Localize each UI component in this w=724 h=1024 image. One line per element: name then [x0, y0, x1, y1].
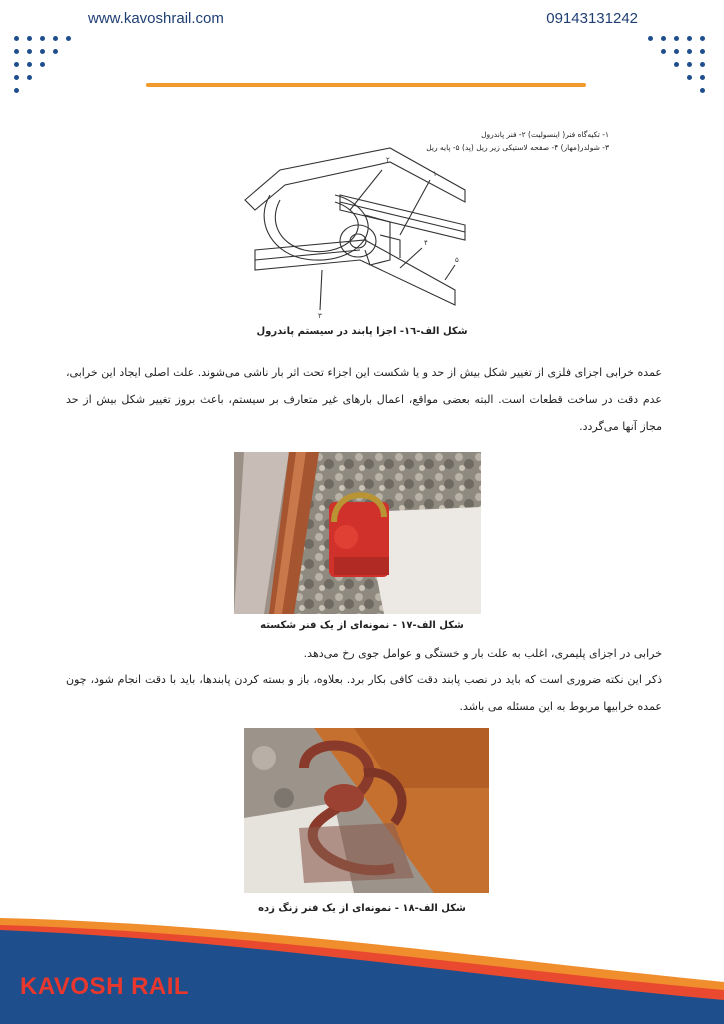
- decorative-dots-right: [648, 36, 710, 112]
- diagram-label-4: ۴: [424, 239, 428, 247]
- website-url[interactable]: www.kavoshrail.com: [88, 10, 224, 27]
- brand-name: KAVOSH RAIL: [20, 973, 190, 1000]
- figure16-caption: شکل الف-١٦- اجزا پابند در سیستم پاندرول: [256, 326, 468, 337]
- diagram-label-1: ۱: [433, 170, 437, 178]
- paragraph-metal-damage: عمده خرابی اجزای فلزی از تغییر شکل بیش از حد و یا شکست این اجزاء تحت اثر بار ناشی می‌شوند. علت اصلی ایجاد این خرابی، عدم دقت در ساخت قطعات است. البته بعضی مواقع، اعمال بارهای غیر متعارف بر سیستم، باعث بروز تغییر شکل بیش از حد مجاز آنها می‌گردد.: [66, 366, 662, 433]
- figure18-caption: شکل الف-١٨ - نمونه‌ای از یک فنر زنگ زده: [258, 903, 466, 914]
- pandrol-fastening-diagram: [240, 140, 470, 320]
- broken-clip-photo: [234, 452, 481, 614]
- legend-line-1: ۱- تکیه‌گاه فنر( اینسولیت) ۲- فنر پاندرول: [481, 130, 609, 139]
- rusted-clip-photo: [244, 728, 489, 893]
- phone-number[interactable]: 09143131242: [546, 10, 638, 27]
- diagram-label-5: ۵: [455, 256, 459, 264]
- figure17-caption: شکل الف-١٧ - نمونه‌ای از یک فنر شکسته: [260, 620, 464, 631]
- decorative-dots-left: [14, 36, 76, 112]
- paragraph-installation-note: ذکر این نکته ضروری است که باید در نصب پابند دقت کافی بکار برد. بعلاوه، باز و بسته کردن پابندها، باید با دقت انجام شود، چون عمده خرابیها مربوط به این مسئله می باشد.: [66, 673, 662, 713]
- paragraph-polymer-damage: خرابی در اجزای پلیمری، اغلب به علت بار و خستگی و عوامل جوی رخ می‌دهد.: [303, 647, 662, 660]
- header-divider: [146, 83, 586, 87]
- footer-wave: [0, 900, 724, 1024]
- legend-line-2: ۳- شولدر(مهار) ۴- صفحه لاستیکی زیر ریل (پد) ۵- پایه ریل: [426, 143, 609, 152]
- diagram-label-3: ۳: [318, 312, 322, 320]
- diagram-label-2: ۲: [386, 156, 390, 164]
